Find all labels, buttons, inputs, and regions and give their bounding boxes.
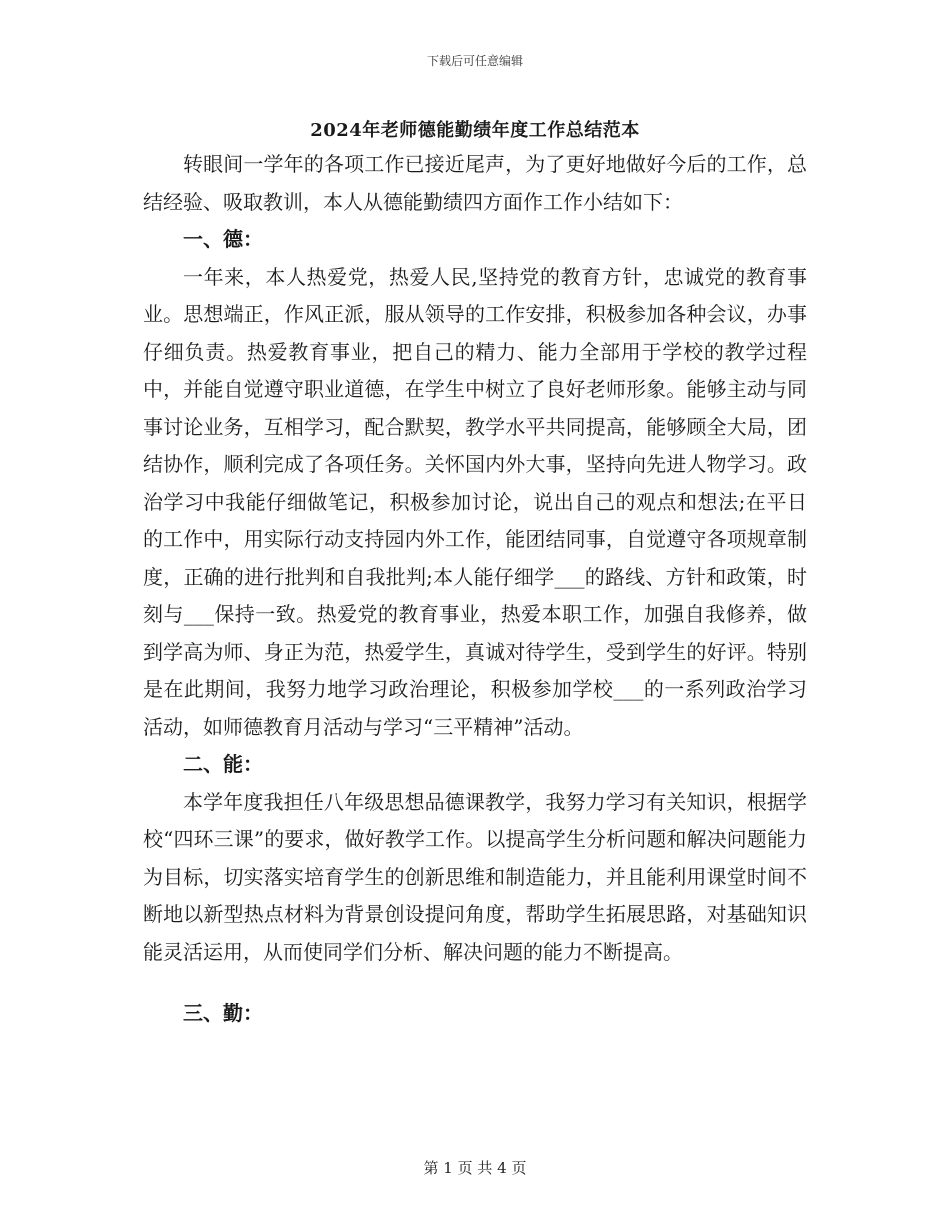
page-number: 第 1 页 共 4 页 <box>423 1159 527 1177</box>
section-heading-qin: 三、勤： <box>183 1001 263 1025</box>
document-title: 2024年老师德能勤绩年度工作总结范本 <box>310 120 640 141</box>
header-note: 下载后可任意编辑 <box>426 54 523 68</box>
intro-paragraph: 转眼间一学年的各项工作已接近尾声，为了更好地做好今后的工作，总结经验、吸取教训，本人从德能勤绩四方面作工作小结如下： <box>143 152 807 214</box>
section-heading-de: 一、德： <box>183 227 263 251</box>
document-body <box>143 146 807 1033</box>
section-heading-neng: 二、能： <box>183 752 263 776</box>
section-paragraph-de: 一年来，本人热爱党，热爱人民,坚持党的教育方针，忠诚党的教育事业。思想端正，作风正派，服从领导的工作安排，积极参加各种会议，办事仔细负责。热爱教育事业，把自己的精力、能力全部用于学校的教学过程中，并能自觉遵守职业道德，在学生中树立了良好老师形象。能够主动与同事讨论业务，互相学习，配合默契，教学水平共同提高，能够顾全大局，团结协作，顺利完成了各项任务。关怀国内外大事，坚持向先进人物学习。政治学习中我能仔细做笔记，积极参加讨论，说出自己的观点和想法;在平日的工作中，用实际行动支持园内外工作，能团结同事，自觉遵守各项规章制度，正确的进行批判和自我批判;本人能仔细学___的路线、方针和政策，时刻与___保持一致。热爱党的教育事业，热爱本职工作，加强自我修养，做到学高为师、身正为范，热爱学生，真诚对待学生，受到学生的好评。特别是在此期间，我努力地学习政治理论，积极参加学校___的一系列政治学习活动，如师德教育月活动与学习“三平精神”活动。 <box>143 264 807 739</box>
section-paragraph-neng: 本学年度我担任八年级思想品德课教学，我努力学习有关知识，根据学校“四环三课”的要求，做好教学工作。以提高学生分析问题和解决问题能力为目标，切实落实培育学生的创新思维和制造能力，并且能利用课堂时间不断地以新型热点材料为背景创设提问角度，帮助学生拓展思路，对基础知识能灵活运用，从而使同学们分析、解决问题的能力不断提高。 <box>143 789 807 964</box>
